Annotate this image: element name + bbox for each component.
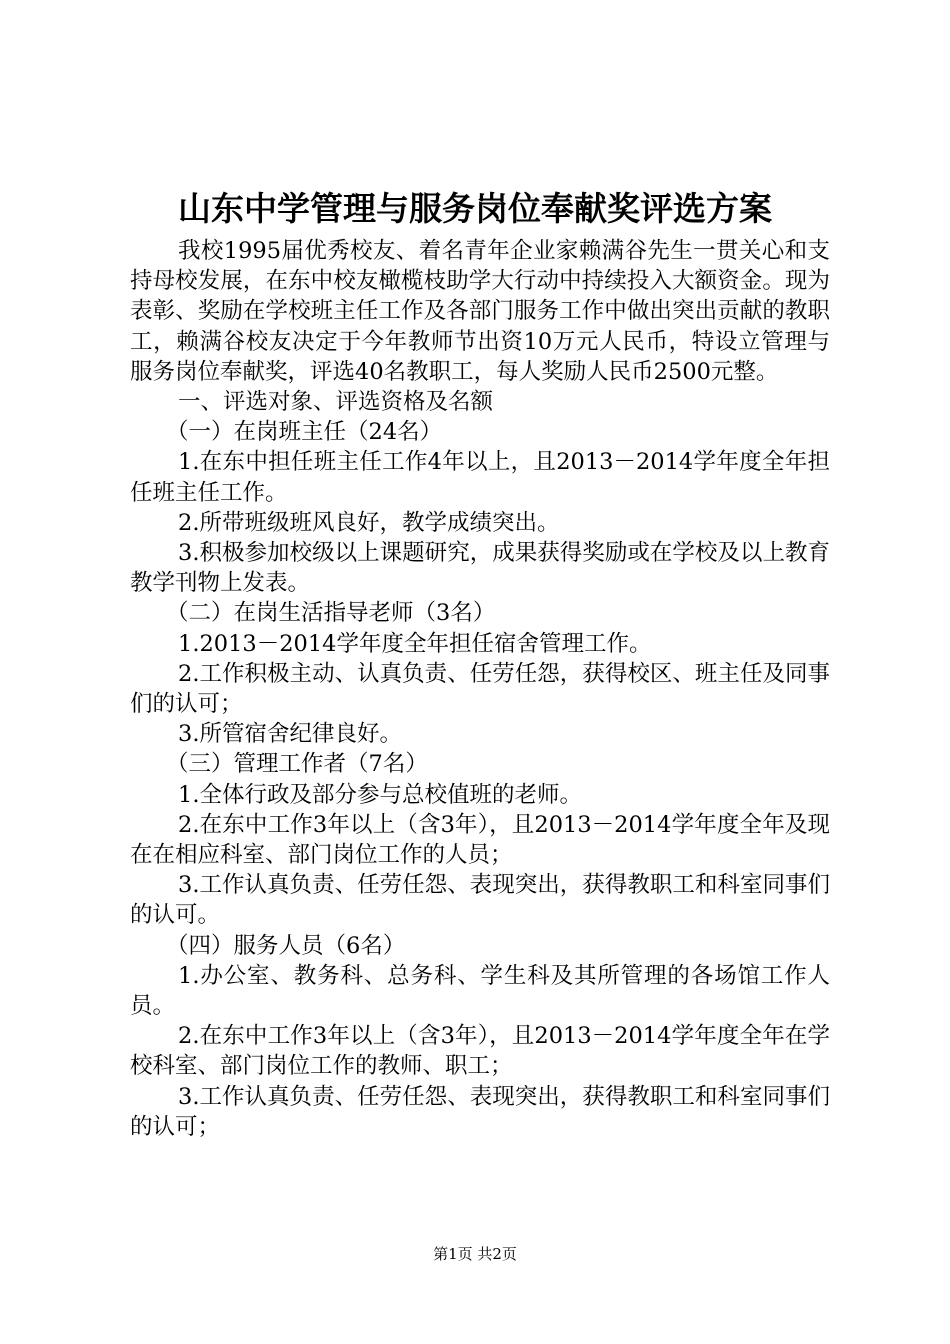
list-item: 2.工作积极主动、认真负责、任劳任怨，获得校区、班主任及同事们的认可； <box>130 660 830 718</box>
document-body <box>130 236 830 1142</box>
list-item: 3.所管宿舍纪律良好。 <box>178 721 402 748</box>
subsection-heading: （二）在岗生活指导老师（3名） <box>166 600 496 627</box>
list-item: 1.2013－2014学年度全年担任宿舍管理工作。 <box>178 630 652 657</box>
list-item: 2.在东中工作3年以上（含3年），且2013－2014学年度全年及现在在相应科室、部门岗位工作的人员； <box>130 811 830 869</box>
list-item: 2.所带班级班风良好，教学成绩突出。 <box>178 509 560 536</box>
list-item: 1.在东中担任班主任工作4年以上，且2013－2014学年度全年担任班主任工作。 <box>130 449 830 506</box>
page-footer: 第1页 共2页 <box>433 1245 517 1263</box>
subsection-heading: （一）在岗班主任（24名） <box>166 419 443 446</box>
list-item: 1.办公室、教务科、总务科、学生科及其所管理的各场馆工作人员。 <box>130 962 830 1020</box>
subsection-heading: （三）管理工作者（7名） <box>166 751 428 778</box>
document-title: 山东中学管理与服务岗位奉献奖评选方案 <box>178 189 772 228</box>
list-item: 2.在东中工作3年以上（含3年），且2013－2014学年度全年在学校科室、部门岗位工作的教师、职工； <box>130 1023 830 1080</box>
subsection-heading: （四）服务人员（6名） <box>166 932 406 959</box>
list-item: 3.积极参加校级以上课题研究，成果获得奖励或在学校及以上教育教学刊物上发表。 <box>130 540 830 597</box>
paragraph: 我校1995届优秀校友、着名青年企业家赖满谷先生一贯关心和支持母校发展，在东中校友橄榄枝助学大行动中持续投入大额资金。现为表彰、奖励在学校班主任工作及各部门服务工作中做出突出贡献的教职工，赖满谷校友决定于今年教师节出资10万元人民币，特设立管理与服务岗位奉献奖，评选40名教职工，每人奖励人民币2500元整。 <box>130 238 830 385</box>
list-item: 3.工作认真负责、任劳任怨、表现突出，获得教职工和科室同事们的认可。 <box>130 872 830 929</box>
list-item: 1.全体行政及部分参与总校值班的老师。 <box>178 781 582 808</box>
section-heading: 一、评选对象、评选资格及名额 <box>178 389 494 416</box>
list-item: 3.工作认真负责、任劳任怨、表现突出，获得教职工和科室同事们的认可； <box>130 1083 830 1140</box>
